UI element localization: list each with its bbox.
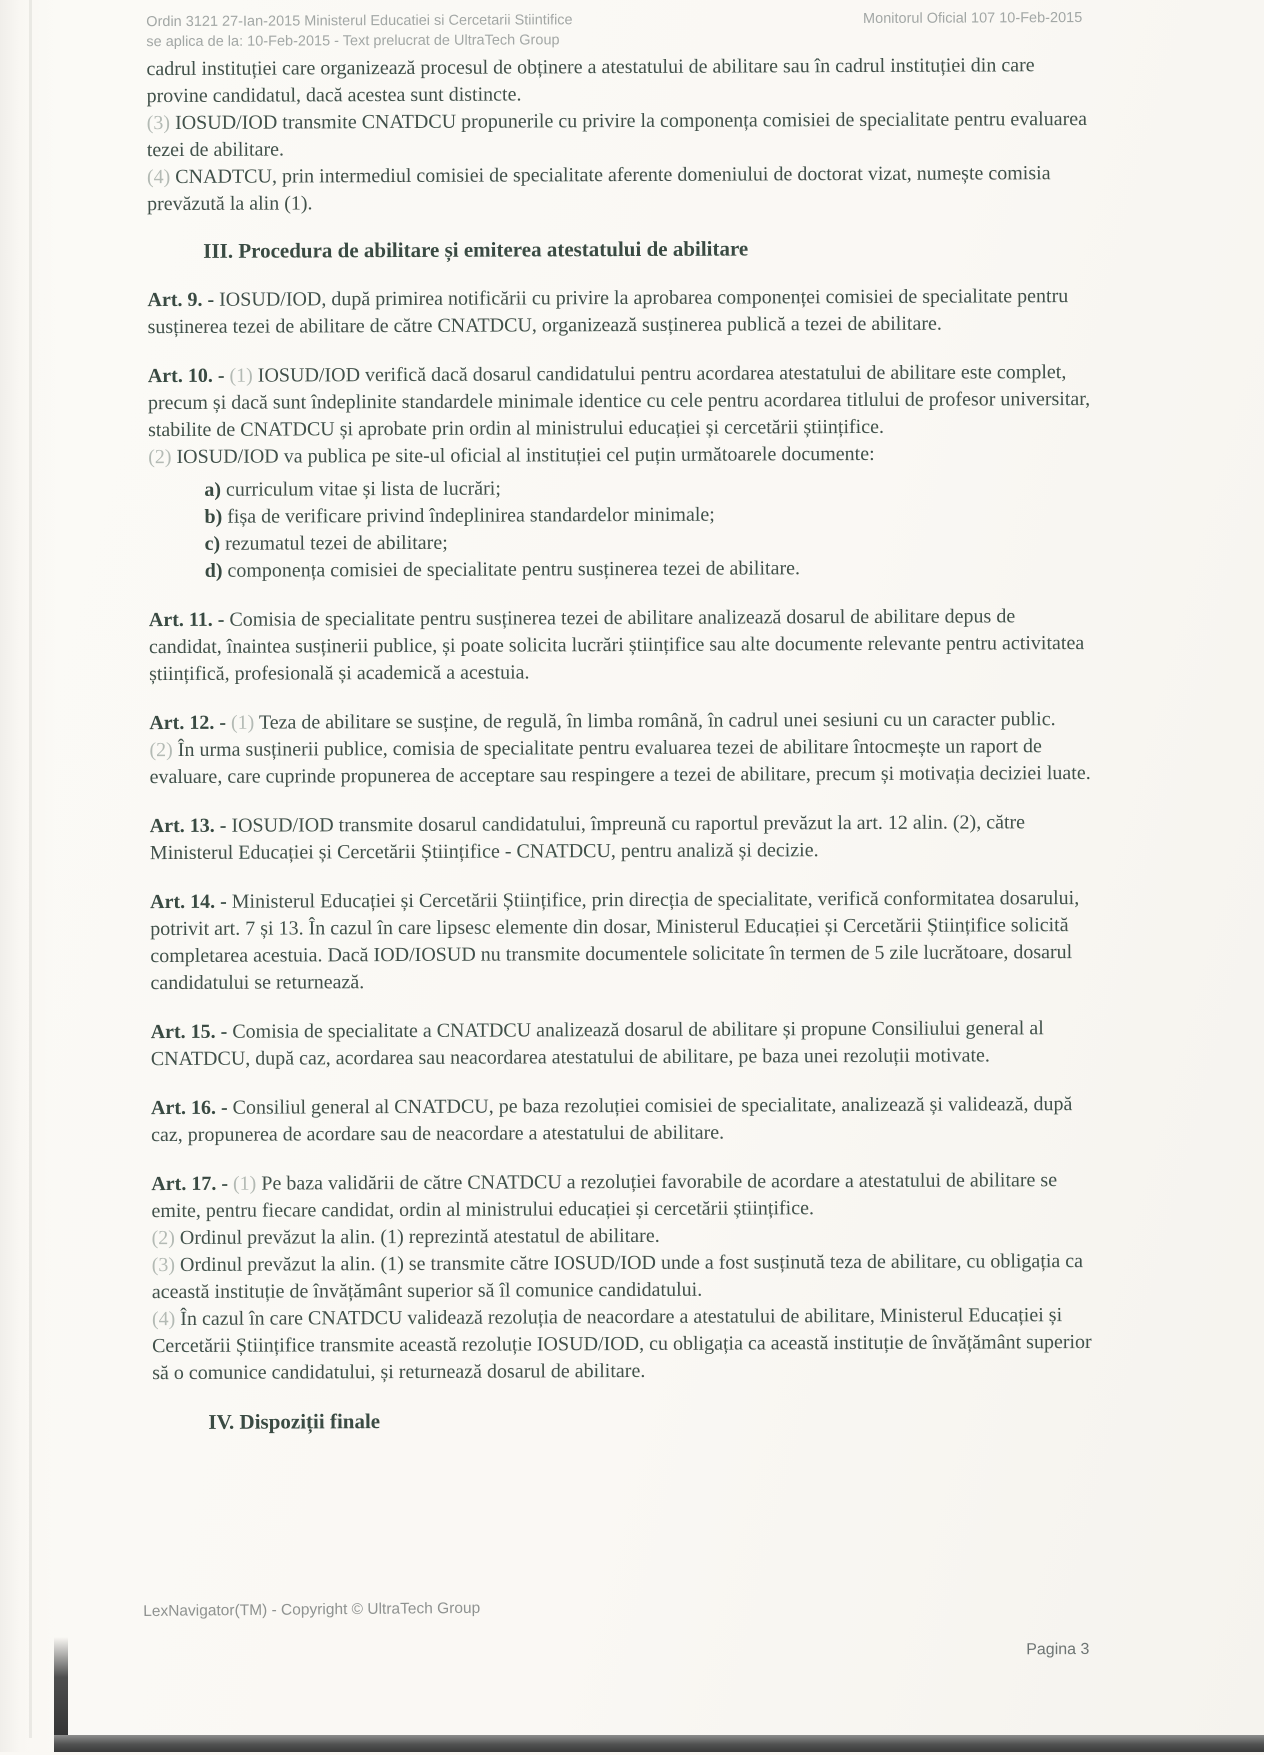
footer-copyright: LexNavigator(TM) - Copyright © UltraTech Group: [143, 1599, 481, 1621]
list-item: [204, 527, 1092, 558]
paragraph: [147, 160, 1091, 218]
paragraph-text: Comisia de specialitate pentru susținerea tezei de abilitare analizează dosarul de abilitare depus de candidat, înaintea susținerii publice, și poate solicita lucrări științifice sau alte documente relevante pentru activitatea științifică, profesională și academică a acestuia.: [148, 605, 1085, 686]
header-left: [146, 10, 573, 52]
clause-marker: (2): [151, 1226, 175, 1250]
article-paragraph: [150, 885, 1094, 997]
paragraph-text: Ministerul Educației și Cercetării Științifice, prin direcția de specialitate, verifică conformitatea dosarului, potrivit art. 7 și 13. În cazul în care lipsesc elemente din dosar, Ministerul Educației și Cercetării Științifice solicită completarea acestuia. Dacă IOD/IOSUD nu transmite documentele solicitate în termen de 5 zile lucrătoare, dosarul candidatului se returnează.: [150, 887, 1080, 995]
paragraph-text: IOSUD/IOD verifică dacă dosarul candidatului pentru acordarea atestatului de abilitare este complet, precum și dacă sunt îndeplinite standardele minimale identice cu cele pentru acordarea titlului de profesor universitar, stabilite de CNATDCU și aprobate prin ordin al ministrului educației și cercetării științifice.: [147, 361, 1091, 442]
paragraph: [152, 1221, 1096, 1252]
paragraph: [149, 733, 1093, 791]
scan-bottom-edge-artifact: [54, 1735, 1264, 1752]
clause-marker: (4): [146, 166, 171, 189]
article-label: Art. 9. -: [147, 288, 215, 312]
paragraph: [146, 52, 1090, 110]
list-item: [205, 554, 1093, 585]
paragraph-text: Consiliul general al CNATDCU, pe baza rezoluției comisiei de specialitate, analizează și validează, după caz, propunerea de acordare sau de neacordare a atestatului de abilitare.: [151, 1093, 1073, 1147]
article-label: Art. 13. -: [149, 814, 227, 838]
list-item-label: b): [204, 505, 223, 528]
list-item-text: curriculum vitae și lista de lucrări;: [225, 477, 501, 501]
footer-page-number: Pagina 3: [1026, 1641, 1090, 1659]
section-heading: III. Procedura de abilitare și emiterea atestatului de abilitare: [203, 236, 749, 263]
paragraph-text: În urma susținerii publice, comisia de specialitate pentru evaluarea tezei de abilitare întocmește un raport de evaluare, care cuprinde propunerea de acceptare sau respingere a tezei de abilitare, precum și motivația deciziei luate.: [149, 735, 1091, 789]
article-paragraph: [148, 359, 1092, 444]
paragraph-text: Comisia de specialitate a CNATDCU analizează dosarul de abilitare și propune Consiliului general al CNATDCU, după caz, acordarea sau neacordarea atestatului de abilitare, pe baza unei rezoluții motivate.: [150, 1017, 1044, 1071]
list-item-label: a): [204, 478, 222, 501]
paragraph: [152, 1302, 1096, 1387]
article-paragraph: [151, 1167, 1095, 1225]
paragraph-text: IOSUD/IOD transmite dosarul candidatului, împreună cu raportul prevăzut la art. 12 alin. (2), către Ministerul Educației și Cercetării Științifice - CNATDCU, pentru analiză și decizie.: [149, 811, 1026, 865]
clause-marker: (1): [230, 711, 255, 734]
clause-marker: (2): [148, 446, 172, 469]
paragraph-text: Ordinul prevăzut la alin. (1) reprezintă atestatul de abilitare.: [179, 1224, 660, 1249]
article-label: Art. 10. -: [147, 364, 225, 388]
paragraph-text: Teza de abilitare se susține, de regulă, în limba română, în cadrul unei sesiuni cu un caracter public.: [258, 708, 1056, 734]
document-body: [146, 52, 1096, 1436]
article-paragraph: [150, 809, 1094, 867]
article-label: Art. 15. -: [150, 1020, 228, 1044]
clause-marker: (1): [229, 364, 253, 387]
document-header: [146, 8, 1082, 52]
article-label: Art. 17. -: [151, 1172, 229, 1196]
list-item-text: rezumatul tezei de abilitare;: [225, 531, 448, 555]
header-apply-line: se aplica de la: 10-Feb-2015 - Text prelucrat de UltraTech Group: [146, 32, 560, 51]
list-item: [204, 500, 1092, 531]
paragraph-text: În cazul în care CNATDCU validează rezoluția de neacordare a atestatului de abilitare, Ministerul Educației și Cercetării Științifice transmite această rezoluție IOSUD/IOD, cu obligația ca această instituție de învățământ superior să o comunice candidatului, și returnează dosarul de abilitare.: [151, 1304, 1092, 1385]
article-label: Art. 11. -: [148, 608, 225, 632]
clause-marker: (1): [232, 1172, 257, 1195]
paragraph-text: CNADTCU, prin intermediul comisiei de specialitate aferente domeniului de doctorat vizat, numește comisia prevăzută la alin (1).: [147, 162, 1051, 216]
list-item-label: d): [204, 559, 223, 582]
clause-marker: (2): [149, 739, 173, 762]
clause-marker: (3): [151, 1253, 176, 1277]
list-item-text: fișa de verificare privind îndeplinirea standardelor minimale;: [227, 503, 715, 528]
header-ordin-line: Ordin 3121 27-Ian-2015 Ministerul Educatiei si Cercetarii Stiintifice: [146, 12, 573, 31]
paragraph: [152, 1248, 1096, 1306]
article-paragraph: [151, 1015, 1095, 1073]
paragraph: [148, 440, 1092, 471]
article-paragraph: [147, 283, 1091, 341]
header-monitorul-oficial: Monitorul Oficial 107 10-Feb-2015: [862, 10, 1083, 27]
list-item: [204, 473, 1092, 504]
paragraph: [147, 106, 1091, 164]
list-item-label: c): [204, 532, 221, 555]
article-paragraph: [149, 706, 1093, 737]
paragraph-text: Pe baza validării de către CNATDCU a rezoluției favorabile de acordare a atestatului de abilitare se emite, pentru fiecare candidat, ordin al ministrului educației și cercetării științifice.: [151, 1169, 1058, 1223]
article-label: Art. 14. -: [150, 890, 227, 914]
article-label: Art. 16. -: [150, 1096, 228, 1120]
paragraph-text: IOSUD/IOD, după primirea notificării cu privire la aprobarea componenței comisiei de specialitate pentru susținerea tezei de abilitare de către CNATDCU, organizează susținerea publică a tezei de abilitare.: [147, 285, 1069, 339]
paragraph-text: Ordinul prevăzut la alin. (1) se transmite către IOSUD/IOD unde a fost susținută teza de abilitare, cu obligația ca această instituție de învățământ superior să îl comunice candidatului.: [151, 1250, 1084, 1304]
article-label: Art. 12. -: [149, 711, 227, 735]
paragraph-text: cadrul instituției care organizează procesul de obținere a atestatului de abilitare sau în cadrul instituției din care provine candidatul, dacă acestea sunt distincte.: [146, 54, 1035, 108]
section-heading: IV. Dispoziții finale: [208, 1409, 381, 1434]
paragraph-text: IOSUD/IOD va publica pe site-ul oficial al instituției cel puțin următoarele documente:: [176, 442, 875, 468]
clause-marker: (4): [151, 1307, 176, 1331]
article-paragraph: [151, 1091, 1095, 1149]
clause-marker: (3): [146, 112, 171, 135]
list-item-text: componența comisiei de specialitate pentru susținerea tezei de abilitare.: [227, 557, 801, 582]
article-paragraph: [149, 603, 1093, 688]
paragraph-text: IOSUD/IOD transmite CNATDCU propunerile cu privire la componența comisiei de specialitate pentru evaluarea tezei de abilitare.: [146, 108, 1088, 162]
